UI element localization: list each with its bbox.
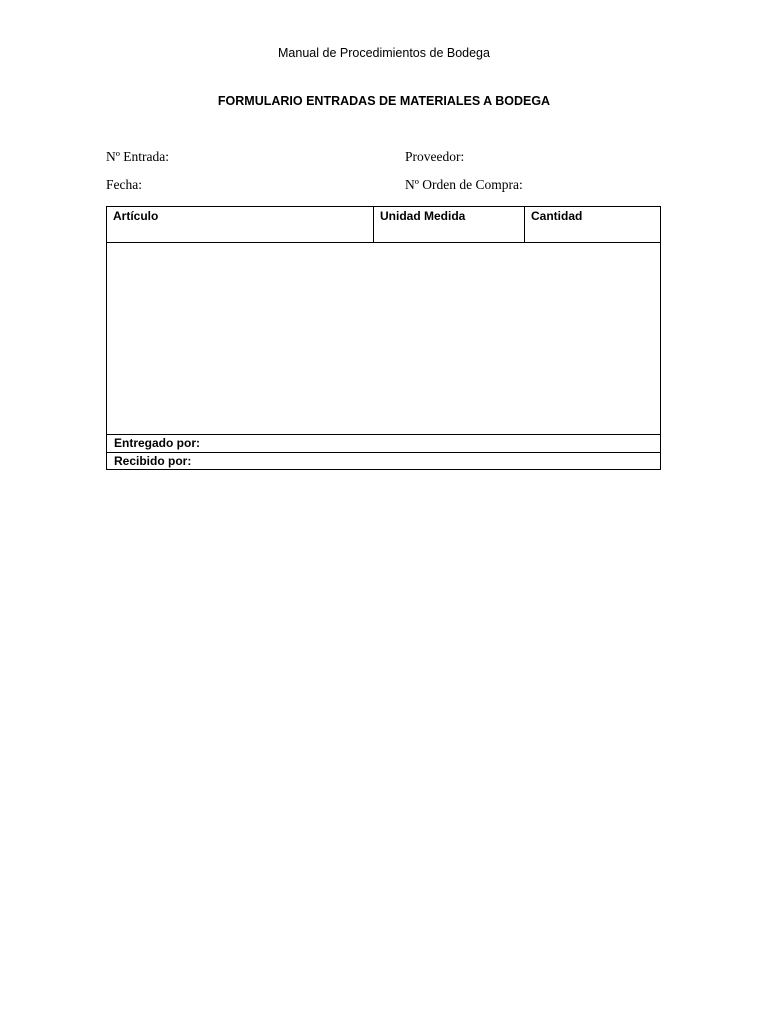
table-header-row	[107, 207, 660, 243]
materials-table	[106, 206, 661, 470]
column-header-cantidad: Cantidad	[531, 209, 583, 223]
orden-compra-label: Nº Orden de Compra:	[405, 177, 523, 192]
entrada-number-label: Nº Entrada:	[106, 149, 170, 164]
document-header: Manual de Procedimientos de Bodega	[278, 46, 490, 60]
fecha-label: Fecha:	[106, 177, 142, 192]
entregado-por-row: Entregado por:	[107, 435, 660, 453]
column-header-unidad-medida: Unidad Medida	[374, 207, 525, 242]
recibido-por-row: Recibido por:	[114, 454, 192, 468]
form-title: FORMULARIO ENTRADAS DE MATERIALES A BODEGA	[217, 94, 551, 108]
column-header-articulo: Artículo	[107, 207, 374, 242]
proveedor-label: Proveedor:	[405, 149, 465, 164]
table-body-area	[107, 243, 660, 435]
